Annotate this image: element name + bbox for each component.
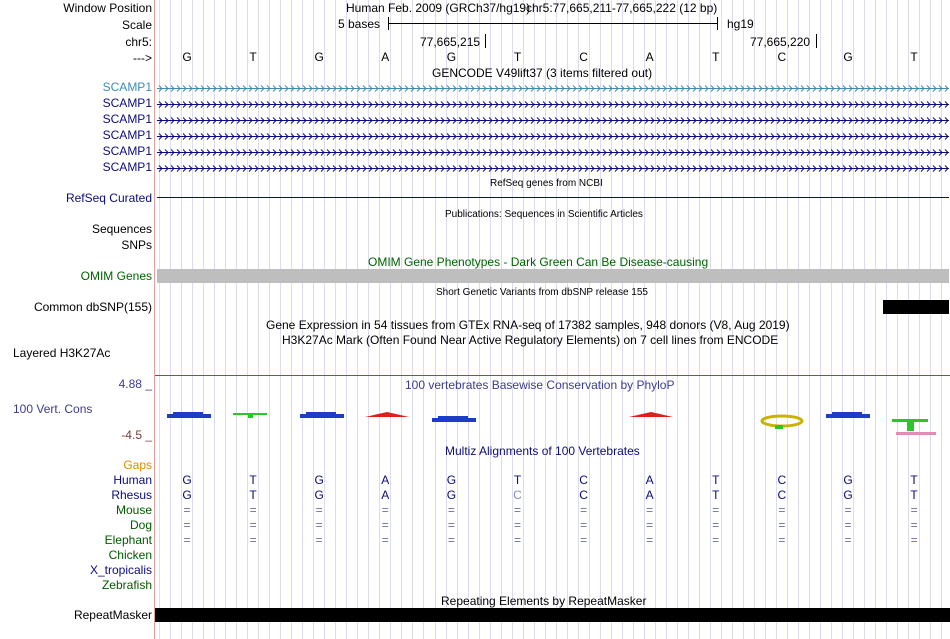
dog-match: = bbox=[580, 518, 588, 532]
elephant-match: = bbox=[513, 533, 521, 547]
gene-label-scamp1[interactable]: SCAMP1 bbox=[102, 96, 152, 110]
rhesus-base: G bbox=[446, 488, 457, 502]
h3k27ac-signal-line bbox=[155, 375, 950, 376]
strand-arrow-label: ---> bbox=[133, 51, 152, 65]
repeatmasker-track-title: Repeating Elements by RepeatMasker bbox=[441, 594, 647, 608]
rhesus-base: G bbox=[314, 488, 324, 502]
grid-line bbox=[897, 0, 898, 639]
species-label-elephant: Elephant bbox=[104, 533, 152, 547]
ruler-tick bbox=[816, 34, 817, 48]
phylop-glyph-c bbox=[762, 416, 802, 429]
window-position-label: Window Position bbox=[63, 1, 152, 15]
mouse-match: = bbox=[844, 503, 852, 517]
base-letter: G bbox=[182, 50, 192, 64]
base-letter: G bbox=[843, 50, 853, 64]
rhesus-base: C bbox=[513, 488, 522, 502]
phylop-glyph-t bbox=[233, 413, 267, 418]
phylop-glyph-g bbox=[167, 412, 211, 418]
phylop-logo bbox=[155, 400, 950, 440]
refseq-track-label[interactable]: RefSeq Curated bbox=[65, 191, 152, 205]
grid-line bbox=[875, 0, 876, 639]
ruler-tick bbox=[485, 34, 486, 48]
gene-model-scamp1[interactable] bbox=[157, 84, 949, 93]
gaps-label: Gaps bbox=[123, 458, 152, 472]
human-base: T bbox=[910, 473, 918, 487]
base-letter: G bbox=[446, 50, 457, 64]
base-letter: T bbox=[249, 50, 257, 64]
omim-track-title: OMIM Gene Phenotypes - Dark Green Can Be Disease-causing bbox=[368, 255, 709, 269]
rhesus-base: A bbox=[381, 488, 390, 502]
phylop-glyph-a bbox=[629, 412, 673, 417]
label-separator bbox=[154, 0, 155, 639]
phylop-glyph-t bbox=[892, 419, 936, 435]
rhesus-base: C bbox=[777, 488, 787, 502]
grid-line bbox=[886, 0, 887, 639]
h3k27ac-track-label[interactable]: Layered H3K27Ac bbox=[13, 346, 111, 360]
human-base: T bbox=[513, 473, 522, 487]
gtex-track-title: Gene Expression in 54 tissues from GTEx RNA-seq of 17382 samples, 948 donors (V8, Aug 2019) bbox=[266, 318, 790, 332]
gene-model-scamp1[interactable] bbox=[157, 132, 949, 141]
omim-track-label[interactable]: OMIM Genes bbox=[80, 269, 152, 283]
mouse-match: = bbox=[447, 503, 455, 517]
base-letter: T bbox=[910, 50, 918, 64]
elephant-match: = bbox=[580, 533, 588, 547]
cons-track-label[interactable]: 100 Vert. Cons bbox=[13, 402, 93, 416]
mouse-match: = bbox=[249, 503, 257, 517]
cons-max-label: 4.88 _ bbox=[118, 377, 152, 391]
base-letter: C bbox=[777, 50, 787, 64]
base-letter: C bbox=[579, 50, 588, 64]
scale-text: 5 bases bbox=[338, 17, 381, 31]
species-label-zebrafish: Zebrafish bbox=[101, 578, 152, 592]
mouse-match: = bbox=[183, 503, 191, 517]
grid-line bbox=[941, 0, 942, 639]
gene-label-scamp1[interactable]: SCAMP1 bbox=[102, 112, 152, 126]
snps-track-label[interactable]: SNPs bbox=[121, 238, 152, 252]
scale-label: Scale bbox=[121, 18, 152, 32]
species-label-dog: Dog bbox=[129, 518, 152, 532]
base-letter: T bbox=[513, 50, 522, 64]
scale-bar bbox=[388, 23, 718, 24]
window-coords: chr5:77,665,211-77,665,222 (12 bp) bbox=[526, 1, 718, 15]
dog-match: = bbox=[910, 518, 918, 532]
mouse-match: = bbox=[712, 503, 720, 517]
h3k27ac-track-title: H3K27Ac Mark (Often Found Near Active Regulatory Elements) on 7 cell lines from ENCODE bbox=[282, 333, 779, 347]
species-label-mouse: Mouse bbox=[115, 503, 152, 517]
elephant-match: = bbox=[778, 533, 786, 547]
mouse-match: = bbox=[381, 503, 389, 517]
gene-model-scamp1[interactable] bbox=[157, 164, 949, 173]
omim-gene-bar[interactable] bbox=[157, 269, 949, 283]
human-base: T bbox=[712, 473, 720, 487]
dbsnp-variant-bar[interactable] bbox=[883, 300, 949, 314]
grid-line bbox=[809, 0, 810, 639]
mouse-match: = bbox=[580, 503, 588, 517]
repeatmasker-bar[interactable] bbox=[155, 608, 950, 622]
grid-line bbox=[930, 0, 931, 639]
grid-line bbox=[159, 0, 160, 639]
base-letter: A bbox=[645, 50, 654, 64]
dog-match: = bbox=[712, 518, 720, 532]
species-label-human: Human bbox=[113, 473, 152, 487]
gene-label-scamp1[interactable]: SCAMP1 bbox=[102, 160, 152, 174]
elephant-match: = bbox=[910, 533, 918, 547]
assembly-title: Human Feb. 2009 (GRCh37/hg19) bbox=[346, 1, 531, 15]
elephant-match: = bbox=[712, 533, 720, 547]
gene-model-scamp1[interactable] bbox=[157, 148, 949, 157]
grid-line bbox=[864, 0, 865, 639]
refseq-gene-line[interactable] bbox=[157, 197, 949, 198]
mouse-match: = bbox=[910, 503, 918, 517]
species-label-x-tropicalis: X_tropicalis bbox=[89, 563, 152, 577]
gene-model-scamp1[interactable] bbox=[157, 116, 949, 125]
phylop-track-title: 100 vertebrates Basewise Conservation by PhyloP bbox=[405, 378, 675, 392]
mouse-match: = bbox=[646, 503, 654, 517]
human-base: G bbox=[446, 473, 457, 487]
rhesus-base: C bbox=[579, 488, 588, 502]
ruler-tick-label: 77,665,215 bbox=[420, 35, 481, 49]
rhesus-base: G bbox=[843, 488, 853, 502]
gene-model-scamp1[interactable] bbox=[157, 100, 949, 109]
rhesus-base: T bbox=[910, 488, 918, 502]
elephant-match: = bbox=[183, 533, 191, 547]
base-letter: A bbox=[381, 50, 390, 64]
track-labels bbox=[0, 0, 154, 639]
phylop-glyph-g bbox=[432, 416, 476, 422]
human-base: A bbox=[381, 473, 390, 487]
mouse-match: = bbox=[778, 503, 786, 517]
dog-match: = bbox=[447, 518, 455, 532]
dog-match: = bbox=[844, 518, 852, 532]
cons-min-label: -4.5 _ bbox=[121, 428, 152, 442]
elephant-match: = bbox=[844, 533, 852, 547]
grid-line bbox=[170, 0, 171, 639]
ruler-tick-label: 77,665,220 bbox=[750, 35, 811, 49]
phylop-glyph-g bbox=[826, 412, 870, 418]
base-letter: G bbox=[314, 50, 324, 64]
rhesus-base: T bbox=[712, 488, 720, 502]
grid-line bbox=[798, 0, 799, 639]
grid-line bbox=[214, 0, 215, 639]
human-base: A bbox=[645, 473, 654, 487]
base-letter: T bbox=[712, 50, 720, 64]
elephant-match: = bbox=[381, 533, 389, 547]
dbsnp-track-label[interactable]: Common dbSNP(155) bbox=[33, 300, 152, 314]
sequences-track-label[interactable]: Sequences bbox=[91, 222, 152, 236]
human-base: C bbox=[777, 473, 787, 487]
gencode-track-title: GENCODE V49lift37 (3 items filtered out) bbox=[432, 66, 653, 80]
repeatmasker-track-label[interactable]: RepeatMasker bbox=[73, 608, 152, 622]
grid-line bbox=[820, 0, 821, 639]
multiz-track-title: Multiz Alignments of 100 Vertebrates bbox=[445, 444, 640, 458]
phylop-glyph-g bbox=[300, 412, 344, 418]
dog-match: = bbox=[646, 518, 654, 532]
human-base: G bbox=[314, 473, 324, 487]
grid-line bbox=[831, 0, 832, 639]
grid-line bbox=[236, 0, 237, 639]
gene-label-scamp1[interactable]: SCAMP1 bbox=[102, 128, 152, 142]
gene-label-scamp1[interactable]: SCAMP1 bbox=[102, 144, 152, 158]
dog-match: = bbox=[381, 518, 389, 532]
rhesus-base: T bbox=[249, 488, 257, 502]
human-base: G bbox=[843, 473, 853, 487]
human-base: T bbox=[249, 473, 257, 487]
phylop-glyph-a bbox=[365, 412, 409, 417]
species-label-chicken: Chicken bbox=[108, 548, 152, 562]
elephant-match: = bbox=[646, 533, 654, 547]
refseq-track-title: RefSeq genes from NCBI bbox=[490, 178, 603, 189]
rhesus-base: A bbox=[645, 488, 654, 502]
human-base: G bbox=[182, 473, 192, 487]
elephant-match: = bbox=[249, 533, 257, 547]
mouse-match: = bbox=[315, 503, 323, 517]
dog-match: = bbox=[249, 518, 257, 532]
mouse-match: = bbox=[513, 503, 521, 517]
scale-bar-right bbox=[717, 17, 718, 30]
human-base: C bbox=[579, 473, 588, 487]
elephant-match: = bbox=[447, 533, 455, 547]
dbsnp-track-title: Short Genetic Variants from dbSNP release 155 bbox=[436, 287, 648, 298]
grid-line bbox=[203, 0, 204, 639]
dog-match: = bbox=[513, 518, 521, 532]
gene-label-scamp1[interactable]: SCAMP1 bbox=[102, 80, 152, 94]
chrom-label: chr5: bbox=[125, 35, 152, 49]
rhesus-base: G bbox=[182, 488, 192, 502]
dog-match: = bbox=[778, 518, 786, 532]
pubs-track-title: Publications: Sequences in Scientific Articles bbox=[445, 209, 643, 220]
elephant-match: = bbox=[315, 533, 323, 547]
db-label: hg19 bbox=[727, 17, 754, 31]
grid-line bbox=[225, 0, 226, 639]
dog-match: = bbox=[183, 518, 191, 532]
dog-match: = bbox=[315, 518, 323, 532]
species-label-rhesus: Rhesus bbox=[111, 488, 152, 502]
